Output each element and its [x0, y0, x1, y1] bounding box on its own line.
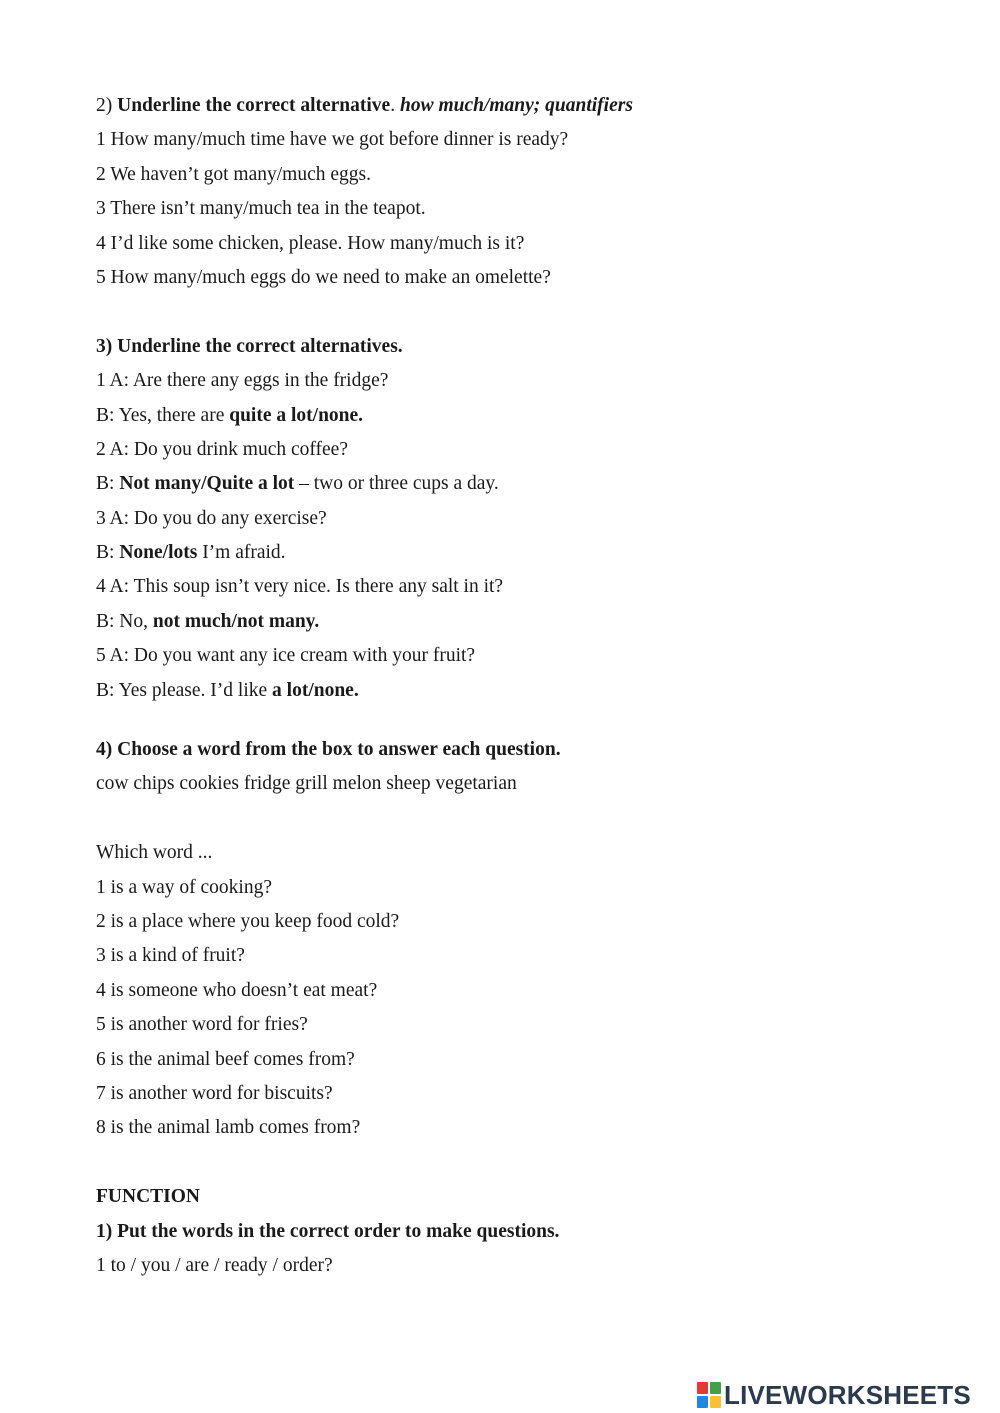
question-item: 8 is the animal lamb comes from?	[96, 1117, 361, 1139]
answer-options: a lot/none.	[272, 679, 359, 701]
function-item: 1 to / you / are / ready / order?	[96, 1254, 333, 1276]
answer-options: Not many/Quite a lot	[119, 473, 295, 495]
worksheet-page	[96, 89, 956, 1283]
function-heading: FUNCTION	[96, 1186, 201, 1208]
question-item: 4 is someone who doesn’t eat meat?	[96, 979, 378, 1001]
dialogue-b: B: Not many/Quite a lot – two or three cups a day.	[96, 473, 499, 495]
liveworksheets-logo	[697, 1378, 971, 1412]
question-item: 7 is another word for biscuits?	[96, 1082, 333, 1104]
question-item: 1 is a way of cooking?	[96, 876, 272, 898]
section2-separator: .	[390, 95, 396, 116]
section2-item: 1 How many/much time have we got before dinner is ready?	[96, 129, 569, 151]
dialogue-b: B: Yes please. I’d like a lot/none.	[96, 679, 359, 701]
section2-item: 5 How many/much eggs do we need to make an omelette?	[96, 266, 551, 288]
section3-title: 3) Underline the correct alternatives.	[96, 335, 403, 357]
answer-options: quite a lot/none.	[229, 404, 364, 426]
dialogue-b: B: Yes, there are quite a lot/none.	[96, 404, 364, 426]
dialogue-b: B: No, not much/not many.	[96, 610, 320, 632]
spacer	[96, 802, 956, 836]
dialogue-b: B: None/lots I’m afraid.	[96, 542, 286, 564]
section2-item: 3 There isn’t many/much tea in the teapot.	[96, 198, 426, 220]
word-box: cow chips cookies fridge grill melon sheep vegetarian	[96, 773, 517, 795]
liveworksheets-logo-icon	[697, 1382, 721, 1408]
dialogue-a: 1 A: Are there any eggs in the fridge?	[96, 370, 389, 392]
section2-title: Underline the correct alternative	[117, 95, 391, 116]
section2-topic: how much/many; quantifiers	[399, 95, 633, 116]
section4-intro: Which word ...	[96, 842, 213, 864]
spacer	[96, 708, 956, 733]
question-item: 5 is another word for fries?	[96, 1014, 308, 1036]
answer-options: None/lots	[119, 542, 198, 564]
question-item: 3 is a kind of fruit?	[96, 945, 245, 967]
dialogue-a: 4 A: This soup isn’t very nice. Is there any salt in it?	[96, 576, 504, 598]
section2-number: 2)	[96, 95, 113, 116]
dialogue-a: 5 A: Do you want any ice cream with your fruit?	[96, 645, 476, 667]
dialogue-a: 3 A: Do you do any exercise?	[96, 507, 327, 529]
function-title: 1) Put the words in the correct order to make questions.	[96, 1220, 560, 1242]
question-item: 2 is a place where you keep food cold?	[96, 910, 400, 932]
brand-name: LIVEWORKSHEETS	[724, 1379, 971, 1410]
question-item: 6 is the animal beef comes from?	[96, 1048, 355, 1070]
answer-options: not much/not many.	[152, 610, 320, 632]
section2-item: 2 We haven’t got many/much eggs.	[96, 163, 371, 185]
section2-item: 4 I’d like some chicken, please. How many/much is it?	[96, 232, 525, 254]
dialogue-a: 2 A: Do you drink much coffee?	[96, 438, 348, 460]
spacer	[96, 295, 956, 329]
section4-title: 4) Choose a word from the box to answer each question.	[96, 739, 561, 761]
section2-heading	[96, 89, 956, 123]
spacer	[96, 1146, 956, 1180]
